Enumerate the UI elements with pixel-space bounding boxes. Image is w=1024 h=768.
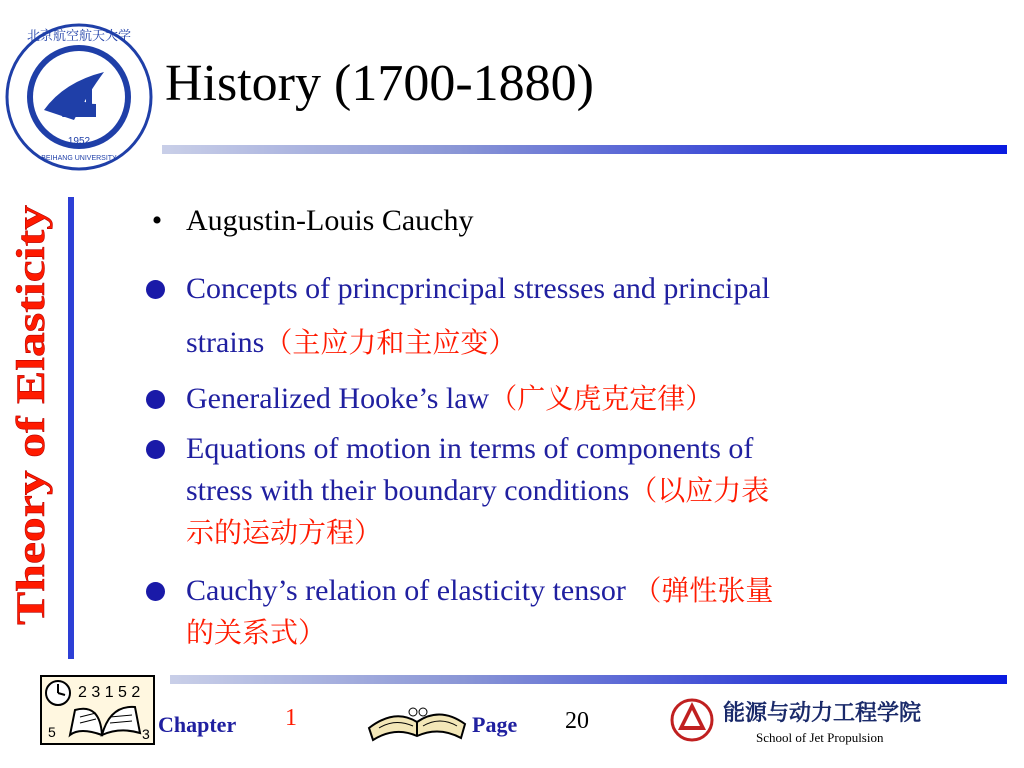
bullet-dot-icon <box>140 428 170 471</box>
clock-books-icon <box>40 675 155 745</box>
bullet-item <box>151 200 976 242</box>
bullet-item <box>186 570 976 612</box>
bullet-text: （广义虎克定律） <box>489 382 714 415</box>
bullet-text: （主应力和主应变） <box>264 326 517 359</box>
bullet-text: strains <box>186 326 265 359</box>
bullet-marker: • <box>151 204 163 237</box>
university-logo-icon <box>4 22 154 172</box>
school-name-en: School of Jet Propulsion <box>756 730 884 745</box>
bullet-text: 的关系式） <box>186 616 327 649</box>
school-logo-icon <box>668 690 948 750</box>
side-divider <box>68 197 74 659</box>
bullet-item <box>186 612 976 654</box>
bullet-dot-icon <box>140 570 170 613</box>
bullet-item <box>186 268 976 310</box>
bullet-text: （弹性张量 <box>633 574 774 607</box>
bullet-text: Concepts of princprincipal stresses and principal <box>186 272 771 305</box>
bullet-text: Augustin-Louis Cauchy <box>186 204 474 237</box>
logo-text-en: BEIHANG UNIVERSITY <box>41 155 117 162</box>
bullet-text: stress with their boundary conditions <box>186 474 630 507</box>
bullet-dot-icon <box>140 378 170 421</box>
bullet-item <box>186 378 976 420</box>
bullet-item <box>186 322 976 364</box>
bullet-text: （以应力表 <box>629 474 770 507</box>
svg-text:5: 5 <box>48 724 56 740</box>
title-divider <box>162 145 1007 154</box>
bullet-dot-icon <box>140 268 170 311</box>
page-number: 20 <box>565 708 589 734</box>
bullet-text: 示的运动方程） <box>186 516 383 549</box>
svg-text:3: 3 <box>142 726 150 742</box>
logo-text-cn: 北京航空航天大学 <box>26 29 132 44</box>
bullet-text: Equations of motion in terms of components of <box>186 432 754 465</box>
svg-text:2 3 1 5 2: 2 3 1 5 2 <box>78 684 141 701</box>
bullet-item <box>186 512 976 554</box>
bullet-text: Generalized Hooke’s law <box>186 382 490 415</box>
bullet-item <box>186 470 976 512</box>
footer-divider <box>170 675 1007 684</box>
bullet-text: Cauchy’s relation of elasticity tensor <box>186 574 634 607</box>
page-title: History (1700-1880) <box>165 55 594 112</box>
bullet-item <box>186 428 976 470</box>
side-title <box>4 200 54 630</box>
open-book-icon <box>365 698 470 746</box>
chapter-label: Chapter <box>158 712 237 737</box>
school-name-cn: 能源与动力工程学院 <box>723 701 922 726</box>
side-title-text: Theory of Elasticity <box>8 287 53 625</box>
page-label: Page <box>472 712 518 737</box>
logo-year: 1952 <box>67 136 91 147</box>
chapter-number: 1 <box>285 705 297 731</box>
